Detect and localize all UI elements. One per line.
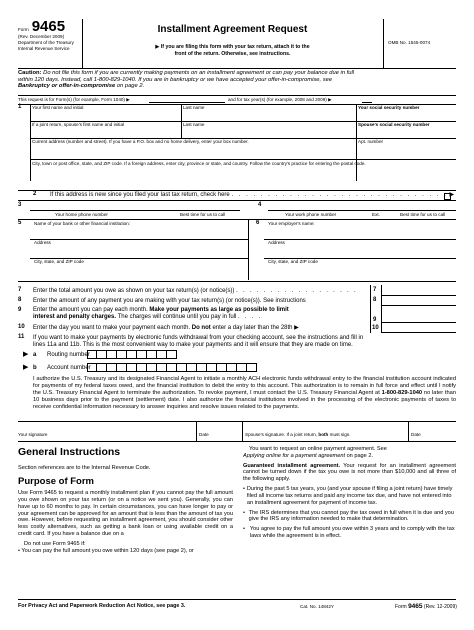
ach-authorization: [33, 376, 456, 411]
line-number-6: 6: [256, 220, 260, 226]
spouse-first-name-field[interactable]: [32, 128, 179, 137]
line10-label: Enter the day you want to make your payment each month.: [33, 325, 191, 331]
footer-form-word: Form: [395, 604, 407, 610]
guaranteed-text: Your request for an installment agreement cannot be turned down if the tax you owe is not more than $10,000 and all three of the following apply.: [243, 462, 456, 483]
last-name-field[interactable]: [183, 111, 353, 120]
box-number-8: 8: [373, 297, 377, 303]
account-number-field[interactable]: [87, 363, 257, 372]
employer-city-label: City, state, and ZIP code: [268, 259, 318, 264]
purpose-paragraph: Use Form 9465 to request a monthly installment plan if you cannot pay the full amount you owe shown on your tax return (or on a notice we sent you). Generally, you can have up to 60 months to pay. In certain circumstances, you can have longer to pay or your agreement can be approved for an amount that is less than the amount of tax you owe. However, before requesting an installment agreement, you should consider other less costly alternatives, such as getting a bank loan or using available credit on a credit card. If you have a balance due on a: [18, 490, 233, 538]
purpose-heading: Purpose of Form: [18, 475, 95, 487]
footer-rule: [18, 599, 456, 600]
online-end: on page 2.: [346, 452, 374, 459]
footer-form-id: [395, 603, 457, 611]
last-name-label: Last name: [183, 105, 205, 110]
form-title: Installment Agreement Request: [157, 24, 308, 35]
account-number-label: Account number: [47, 365, 91, 371]
box-number-7: 7: [373, 287, 377, 293]
line10-label2: enter a day later than the 28th ▶: [212, 325, 299, 331]
your-signature-field[interactable]: [18, 422, 194, 431]
bank-name-field[interactable]: [34, 228, 244, 238]
employer-address-field[interactable]: [268, 246, 454, 256]
first-name-label: Your first name and initial: [32, 105, 84, 110]
bank-city-field[interactable]: [34, 265, 244, 277]
line9-text1: [33, 307, 289, 314]
line7-text: Enter the total amount you owe as shown on your tax return(s) (or notice(s)) . . . . . . . . . . . . . . . . . .: [33, 288, 358, 294]
bank-name-label: Name of your bank or other financial institution:: [34, 221, 131, 226]
header-divider-right: [383, 19, 384, 68]
arrow-icon-b: ▶: [23, 364, 29, 371]
line7-label: Enter the total amount you owe as shown on your tax return(s) (or notice(s)): [33, 288, 235, 294]
work-phone-label: Your work phone number: [285, 212, 337, 217]
routing-number-field[interactable]: [87, 350, 177, 359]
spouse-first-name-label: If a joint return, spouse's first name and initial: [32, 122, 125, 127]
do-not-use: Do not use Form 9465 if:: [24, 540, 86, 547]
guaranteed-heading: Guaranteed installment agreement.: [243, 462, 341, 469]
date-field[interactable]: [199, 422, 239, 431]
amount-column-left: [370, 285, 371, 333]
line-number-2: 2: [33, 191, 37, 197]
bullet-120-days: • You can pay the full amount you owe within 120 days (see page 2), or: [18, 547, 194, 554]
date-label: Date: [199, 432, 209, 437]
sig-divider: [408, 421, 409, 441]
auth-text2: no later than 10 business days prior to the payment (settlement) date. I also authorize the financial institutions involved in the processing of the electronic payments of taxes to receive confidential information necessary to answer inquiries and resolve issues related to the payments.: [33, 389, 456, 410]
employer-name-field[interactable]: [268, 228, 454, 238]
instructions-left-column: [18, 446, 233, 558]
employer-address-label: Address: [268, 240, 285, 245]
line-number-1: 1: [18, 104, 22, 110]
guaranteed-bullet-2: The IRS determines that you cannot pay the tax owed in full when it is due and you give the IRS any information needed to make that determination.: [248, 509, 454, 523]
line11-text2: lines 11a and 11b. This is the most convenient way to make your payments and it will ensure that they are made on time.: [33, 342, 353, 348]
spouse-sig-text: Spouse's signature. If a joint return,: [245, 432, 318, 437]
line9-label: Enter the amount you can pay each month.: [33, 307, 148, 313]
date2-field[interactable]: [411, 422, 455, 431]
new-address-checkbox[interactable]: [444, 193, 451, 200]
general-instructions-heading: General Instructions: [18, 446, 121, 458]
bank-address-label: Address: [34, 240, 51, 245]
routing-number-label: Routing number: [47, 352, 90, 358]
line-number-8: 8: [18, 297, 22, 303]
line-number-11: 11: [18, 334, 25, 340]
line11a-letter: a: [33, 352, 37, 358]
privacy-notice: For Privacy Act and Paperwork Reduction Act Notice, see page 3.: [18, 603, 186, 609]
line-number-5: 5: [18, 220, 22, 226]
sig-divider: [196, 421, 197, 441]
bank-employer-divider: [248, 219, 249, 280]
department-line2: Internal Revenue Service: [18, 45, 70, 51]
first-name-field[interactable]: [32, 111, 179, 120]
line9-bold2: interest and penalty charges.: [33, 314, 117, 320]
caution-bottom-rule: [18, 95, 456, 96]
home-phone-field[interactable]: [30, 210, 240, 211]
payment-day-field[interactable]: [382, 322, 456, 333]
employer-city-field[interactable]: [268, 265, 454, 277]
online-text: You want to request an online payment agreement. See: [249, 446, 387, 452]
ext-label: Ext.: [372, 212, 380, 217]
guaranteed-bullet-1: During the past 5 tax years, you (and your spouse if filing a joint return) have timely filed all income tax returns and paid any income tax due, and have not entered into an installment agreement for payment of income tax.: [246, 486, 453, 506]
caution-text1: Do not file this form if you are currently making payments on an installment agreement or can pay your balance due in full: [43, 70, 355, 76]
line-number-10: 10: [18, 324, 25, 330]
rule: [18, 190, 456, 191]
line2-text: If this address is new since you filed your last tax return, check here . . . . . . . . . . . . . . . . . . . . . . . . . . . . . . ▶: [50, 192, 455, 198]
rule: [18, 441, 456, 442]
box-number-9: 9: [373, 317, 377, 323]
request-years-field[interactable]: [362, 102, 372, 103]
line2-label: If this address is new since you filed your last tax return, check here: [50, 192, 230, 198]
caution-text2: within 120 days. Instead, call 1-800-829-1040. If you are in bankruptcy or we have accepted your offer-in-compromise, see: [18, 76, 333, 83]
rule: [30, 239, 248, 240]
spouse-signature-field[interactable]: [245, 422, 405, 431]
box-number-10: 10: [372, 325, 379, 331]
sig-divider: [242, 421, 243, 441]
catalog-number: Cat. No. 14842Y: [300, 604, 334, 609]
line9-bold1: Make your payments as large as possible to limit: [149, 307, 289, 313]
ssn-label: Your social security number: [358, 105, 420, 110]
employer-name-label: Your employer's name:: [268, 221, 315, 226]
apt-label: Apt. number: [358, 139, 384, 144]
line-number-3: 3: [18, 202, 22, 208]
bank-city-label: City, state, and ZIP code: [34, 259, 84, 264]
caution-text3: on page 2.: [116, 83, 145, 90]
instructions-right-column: You want to request an online payment agreement. See Applying online for a payment agreement on page 2. Guaranteed installment agreement. Your request for an installment agreement cannot be turned down if the tax you owe is not more than $10,000 and all three of the following apply. • During the past 5 tax years, you (and your spouse if filing a joint return) have timely filed all income tax returns and paid any income tax due, and have not entered into an installment agreement for payment of income tax. • The IRS determines that you cannot pay the tax owed in full when it is due and you give the IRS any information needed to make that determination. • You agree to pay the full amount you owe within 3 years and to comply with the tax laws while the agreement is in effect.: [243, 446, 456, 539]
spouse-ssn-field[interactable]: [358, 128, 456, 137]
rule: [264, 239, 456, 240]
your-signature-label: Your signature: [18, 432, 48, 437]
caution-block: [18, 70, 458, 90]
address-label: Current address (number and street). If you have a P.O. box and no home delivery, enter your box number.: [32, 139, 249, 144]
rule: [18, 219, 456, 220]
line11b-letter: b: [33, 365, 37, 371]
apt-field[interactable]: [358, 145, 456, 157]
line9-label2: The charges will continue until you pay in full: [117, 314, 237, 320]
spouse-sig-end: must sign.: [329, 432, 351, 437]
address-field[interactable]: [32, 145, 352, 157]
footer-rev: (Rev. 12-2009): [423, 604, 457, 610]
spouse-sig-bold: both: [318, 432, 329, 437]
ssn-field[interactable]: [358, 111, 456, 120]
footer-form-number: 9465: [408, 603, 423, 610]
form-subtitle-line2: front of the return. Otherwise, see instructions.: [174, 51, 291, 57]
instructions-intro: Section references are to the Internal Revenue Code.: [18, 464, 151, 471]
line-number-7: 7: [18, 287, 22, 293]
rule: [18, 281, 456, 282]
caution-label: Caution:: [18, 70, 42, 76]
department-line1: Department of the Treasury: [18, 40, 74, 46]
request-years-label: and for tax year(s) (for example, 2008 and 2009) ▶: [228, 97, 332, 102]
revision-date: (Rev. December 2009): [18, 34, 65, 39]
form-word: Form: [18, 26, 29, 32]
auth-text: I authorize the U.S. Treasury and its designated Financial Agent to initiate a monthly ACH electronic funds withdrawal entry to the financial institution account indicated for payments of my federal taxes owed, and the financial institution to debit the entry to this account. This authorization is to remain in full force and effect until I notify the U.S. Treasury Financial Agent to terminate the authorization. To revoke payment, I must contact the U.S. Treasury Financial Agent at: [33, 376, 456, 396]
work-best-time-label: Best time for us to call: [400, 212, 446, 217]
rule: [18, 200, 456, 201]
request-forms-field[interactable]: [149, 102, 225, 103]
guaranteed-bullet-3: You agree to pay the full amount you owe within 3 years and to comply with the tax laws while the agreement is in effect.: [249, 526, 455, 539]
bank-address-field[interactable]: [34, 246, 244, 256]
spouse-last-name-field[interactable]: [183, 128, 353, 137]
form-number: 9465: [31, 18, 66, 35]
spouse-last-name-label: Last name: [183, 122, 205, 127]
line9-text2: interest and penalty charges. The charges will continue until you pay in full . . . .: [33, 314, 263, 320]
line-number-9: 9: [18, 307, 22, 313]
line1-left-border: [30, 104, 31, 181]
city-field[interactable]: [32, 168, 452, 180]
home-best-time-label: Best time for us to call: [180, 212, 226, 217]
line10-bold: Do not: [191, 325, 211, 331]
line8-text: Enter the amount of any payment you are making with your tax return(s) (or notice(s)). See instructions: [33, 298, 306, 304]
rule: [30, 159, 456, 160]
city-label: City, town or post office, state, and ZIP code. If a foreign address, enter city, province or state, and country. Follow the country's practice for entering the postal code.: [32, 161, 366, 166]
home-phone-label: Your home phone number: [55, 212, 108, 217]
auth-phone: 1-800-829-1040: [381, 389, 423, 396]
omb-number: OMB No. 1545-0074: [388, 40, 431, 45]
line10-text: [33, 325, 299, 332]
online-link-text: Applying online for a payment agreement: [243, 452, 345, 459]
caution-bold: Bankruptcy or offer-in-compromise: [18, 83, 116, 90]
monthly-payment-field[interactable]: [382, 305, 456, 323]
form-subtitle-line1: ▶ If you are filing this form with your tax return, attach it to the: [155, 44, 310, 50]
spouse-ssn-label: Spouse's social security number: [358, 122, 430, 127]
date2-label: Date: [411, 432, 421, 437]
line11-text1: If you want to make your payments by electronic funds withdrawal from your checking account, see the instructions and fill in: [33, 335, 364, 341]
arrow-icon-a: ▶: [23, 351, 29, 358]
request-forms-label: This request is for Form(s) (for example, Form 1040) ▶: [18, 97, 130, 102]
header-bottom-rule: [18, 68, 456, 69]
spouse-signature-label: [245, 432, 351, 437]
work-phone-field[interactable]: [268, 210, 456, 211]
form-id-block: [18, 20, 80, 51]
line-number-4: 4: [258, 202, 262, 208]
